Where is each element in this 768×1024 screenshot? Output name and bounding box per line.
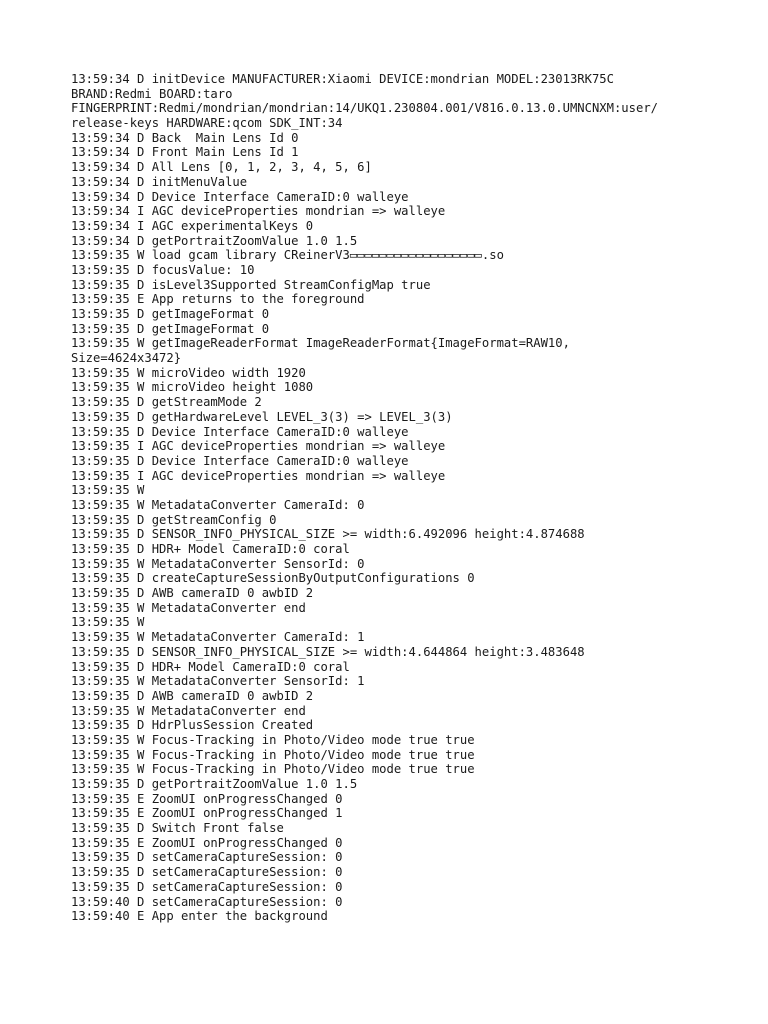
log-line: 13:59:35 D getImageFormat 0 (71, 321, 270, 336)
log-line: 13:59:35 D getPortraitZoomValue 1.0 1.5 (71, 777, 358, 791)
log-line: 13:59:35 W microVideo width 1920 (71, 365, 306, 380)
log-line: FINGERPRINT:Redmi/mondrian/mondrian:14/UKQ1.230804.001/V816.0.13.0.UMNCNXM:user/ (71, 101, 658, 116)
log-line: 13:59:35 D getImageFormat 0 (71, 307, 270, 321)
log-line: 13:59:35 D setCameraCaptureSession: 0 (71, 865, 343, 880)
log-line: 13:59:35 W Focus-Tracking in Photo/Video mode true true (71, 732, 475, 747)
log-line: 13:59:35 W MetadataConverter SensorId: 1 (71, 674, 365, 689)
log-line: 13:59:35 D Switch Front false (71, 821, 284, 836)
log-line: 13:59:35 D focusValue: 10 (71, 262, 255, 277)
log-line: 13:59:35 D setCameraCaptureSession: 0 (71, 879, 343, 894)
log-line: 13:59:35 D HdrPlusSession Created (71, 718, 314, 733)
log-line: 13:59:35 D HDR+ Model CameraID:0 coral (71, 542, 350, 556)
log-line: 13:59:35 W (71, 483, 145, 498)
log-line: 13:59:35 W Focus-Tracking in Photo/Video mode true true (71, 762, 475, 777)
log-line: 13:59:35 W MetadataConverter CameraId: 1 (71, 630, 365, 645)
log-line: 13:59:35 E App returns to the foreground (71, 292, 365, 307)
log-line: 13:59:35 W MetadataConverter end (71, 600, 306, 615)
log-line: release-keys HARDWARE:qcom SDK_INT:34 (71, 116, 343, 131)
log-line: 13:59:40 E App enter the background (71, 909, 328, 924)
log-line: 13:59:34 D initMenuValue (71, 174, 248, 189)
log-line: 13:59:35 D isLevel3Supported StreamConfigMap true (71, 277, 431, 292)
log-line: 13:59:35 W MetadataConverter end (71, 703, 306, 718)
log-line: 13:59:34 I AGC deviceProperties mondrian => walleye (71, 204, 446, 219)
log-line: 13:59:35 W microVideo height 1080 (71, 380, 314, 395)
log-line: 13:59:34 D Front Main Lens Id 1 (71, 145, 299, 160)
log-line: 13:59:35 W MetadataConverter CameraId: 0 (71, 497, 365, 512)
log-text (71, 72, 711, 924)
log-line: 13:59:35 E ZoomUI onProgressChanged 0 (71, 835, 343, 850)
log-line: 13:59:35 D AWB cameraID 0 awbID 2 (71, 688, 314, 703)
log-line: 13:59:35 D getHardwareLevel LEVEL_3(3) => LEVEL_3(3) (71, 409, 453, 424)
log-line: 13:59:34 D Back Main Lens Id 0 (71, 130, 299, 145)
log-line: 13:59:34 D initDevice MANUFACTURER:Xiaomi DEVICE:mondrian MODEL:23013RK75C (71, 72, 614, 86)
log-line: Size=4624x3472} (71, 351, 182, 366)
log-line: 13:59:35 W (71, 615, 145, 630)
log-line: 13:59:35 D HDR+ Model CameraID:0 coral (71, 659, 350, 674)
log-line: 13:59:35 D Device Interface CameraID:0 walleye (71, 453, 409, 468)
log-line: 13:59:35 D SENSOR_INFO_PHYSICAL_SIZE >= width:4.644864 height:3.483648 (71, 644, 585, 659)
log-line: 13:59:35 E ZoomUI onProgressChanged 1 (71, 806, 343, 821)
log-line: 13:59:35 W Focus-Tracking in Photo/Video mode true true (71, 747, 475, 762)
log-line: 13:59:35 W MetadataConverter SensorId: 0 (71, 556, 365, 571)
log-line: 13:59:35 E ZoomUI onProgressChanged 0 (71, 791, 343, 806)
log-line: 13:59:34 D All Lens [0, 1, 2, 3, 4, 5, 6] (71, 160, 372, 175)
log-line: 13:59:35 D getStreamConfig 0 (71, 512, 277, 527)
log-line: 13:59:35 I AGC deviceProperties mondrian => walleye (71, 468, 446, 483)
log-line: 13:59:35 D createCaptureSessionByOutputConfigurations 0 (71, 571, 475, 586)
log-line: 13:59:35 D SENSOR_INFO_PHYSICAL_SIZE >= width:6.492096 height:4.874688 (71, 527, 585, 542)
log-line: 13:59:34 I AGC experimentalKeys 0 (71, 218, 314, 233)
log-line: 13:59:40 D setCameraCaptureSession: 0 (71, 894, 343, 909)
log-line: BRAND:Redmi BOARD:taro (71, 86, 233, 101)
log-line: 13:59:35 D Device Interface CameraID:0 walleye (71, 424, 409, 439)
log-line: 13:59:35 I AGC deviceProperties mondrian => walleye (71, 439, 446, 454)
log-line: 13:59:35 D AWB cameraID 0 awbID 2 (71, 586, 314, 601)
log-line: 13:59:34 D getPortraitZoomValue 1.0 1.5 (71, 233, 358, 248)
log-line: 13:59:35 W getImageReaderFormat ImageReaderFormat{ImageFormat=RAW10, (71, 336, 570, 351)
log-line: 13:59:35 W load gcam library CReinerV3▭▭▭▭▭▭▭▭▭▭▭▭▭▭▭▭▭▭.so (71, 248, 504, 263)
log-line: 13:59:34 D Device Interface CameraID:0 walleye (71, 189, 409, 204)
log-line: 13:59:35 D getStreamMode 2 (71, 395, 262, 410)
log-line: 13:59:35 D setCameraCaptureSession: 0 (71, 850, 343, 865)
